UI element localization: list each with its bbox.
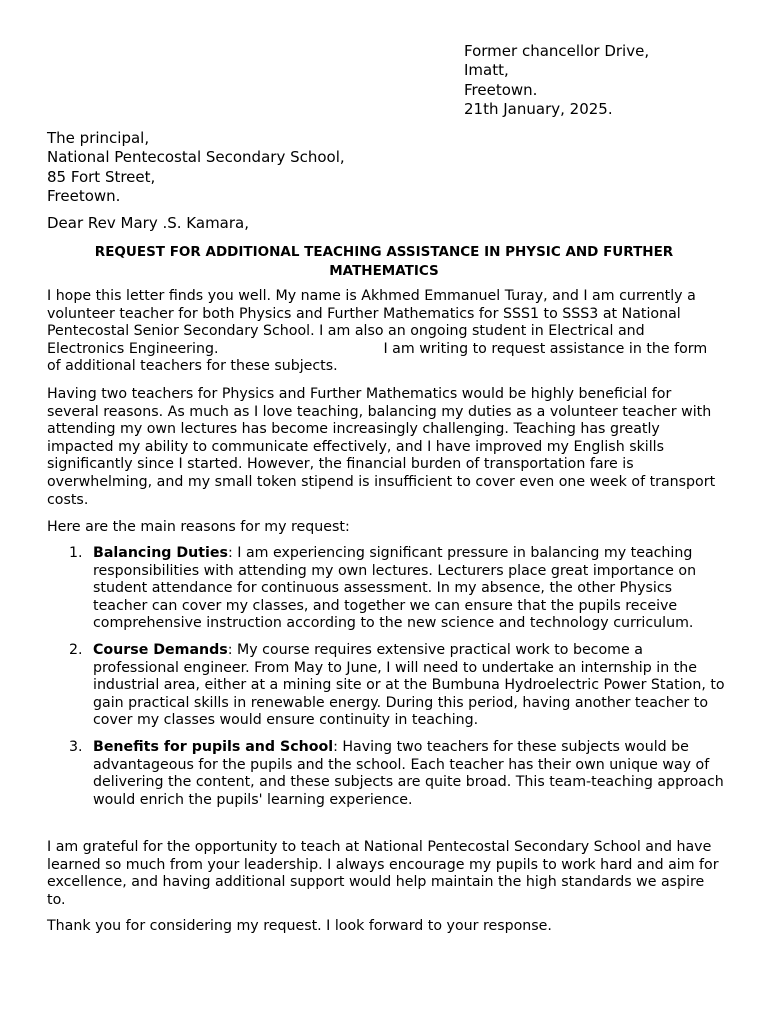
subject-heading: REQUEST FOR ADDITIONAL TEACHING ASSISTANCE IN PHYSIC AND FURTHER MATHEMATICS: [94, 244, 674, 279]
list-item-number: 3.: [69, 738, 83, 755]
sender-address-line: Imatt,: [464, 61, 509, 80]
gratitude-paragraph: I am grateful for the opportunity to teach at National Pentecostal Secondary School and have learned so much from your leadership. I always encourage my pupils to work hard and aim for excellence, and having additional support would help maintain the high standards we aspire to.: [47, 839, 719, 908]
list-item-text: : I am experiencing significant pressure in balancing my teaching responsibilities with attending my own lectures. Lecturers place great importance on student attendance for continuous assessment. In my absence, the other Physics teacher can cover my classes, and together we can ensure that the pupils receive comprehensive instruction according to the new science and technology curriculum.: [93, 545, 697, 632]
list-item-title: Benefits for pupils and School: [93, 738, 334, 755]
recipient-line: 85 Fort Street,: [47, 167, 156, 186]
list-item-text: : My course requires extensive practical work to become a professional engineer. From May to June, I will need to undertake an internship in the industrial area, either at a mining site or at the Bumbuna Hydroelectric Power Station, to gain practical skills in renewable energy. During this period, having another teacher to cover my classes would ensure continuity in teaching.: [93, 641, 725, 729]
recipient-address: [47, 129, 345, 206]
recipient-line: The principal,: [47, 129, 150, 147]
reasons-list: [47, 545, 725, 818]
salutation: Dear Rev Mary .S. Kamara,: [47, 214, 249, 232]
list-item-text: : Having two teachers for these subjects would be advantageous for the pupils and the school. Each teacher has their own unique way of delivering the content, and these subjects are quite broad. This team-teaching approach would enrich the pupils' learning experience.: [93, 738, 724, 808]
reasons-intro-paragraph: Having two teachers for Physics and Further Mathematics would be highly beneficial for several reasons. As much as I love teaching, balancing my duties as a volunteer teacher with attending my own lectures has become increasingly challenging. Teaching has greatly impacted my ability to communicate effectively, and I have improved my English skills significantly since I started. However, the financial burden of transportation fare is overwhelming, and my small token stipend is insufficient to cover even one week of transport costs.: [47, 386, 716, 508]
intro-request-text: I am writing to request assistance in the form of additional teachers for these subjects.: [47, 340, 708, 375]
letter-date: 21th January, 2025.: [464, 99, 613, 118]
recipient-line: Freetown.: [47, 186, 121, 205]
intro-paragraph: [47, 288, 725, 376]
sender-address-line: Freetown.: [464, 80, 538, 99]
recipient-line: National Pentecostal Secondary School,: [47, 148, 345, 167]
list-item-number: 1.: [69, 545, 83, 561]
sender-address-line: Former chancellor Drive,: [464, 42, 650, 60]
list-item: [47, 545, 725, 633]
list-item: [47, 642, 725, 730]
sender-address: [464, 42, 649, 119]
intro-text: I hope this letter finds you well. My name is Akhmed Emmanuel Turay, and I am currently a volunteer teacher for both Physics and Further Mathematics for SSS1 to SSS3 at National Pentecostal Senior Secondary School. I am also an ongoing student in Electrical and Electronics Engineering.: [47, 288, 696, 357]
list-item-title: Course Demands: [93, 641, 228, 658]
list-intro-paragraph: Here are the main reasons for my request:: [47, 519, 350, 535]
list-item: [47, 739, 725, 809]
closing-paragraph: Thank you for considering my request. I look forward to your response.: [47, 918, 552, 934]
list-item-number: 2.: [69, 641, 83, 658]
list-item-title: Balancing Duties: [93, 545, 228, 561]
